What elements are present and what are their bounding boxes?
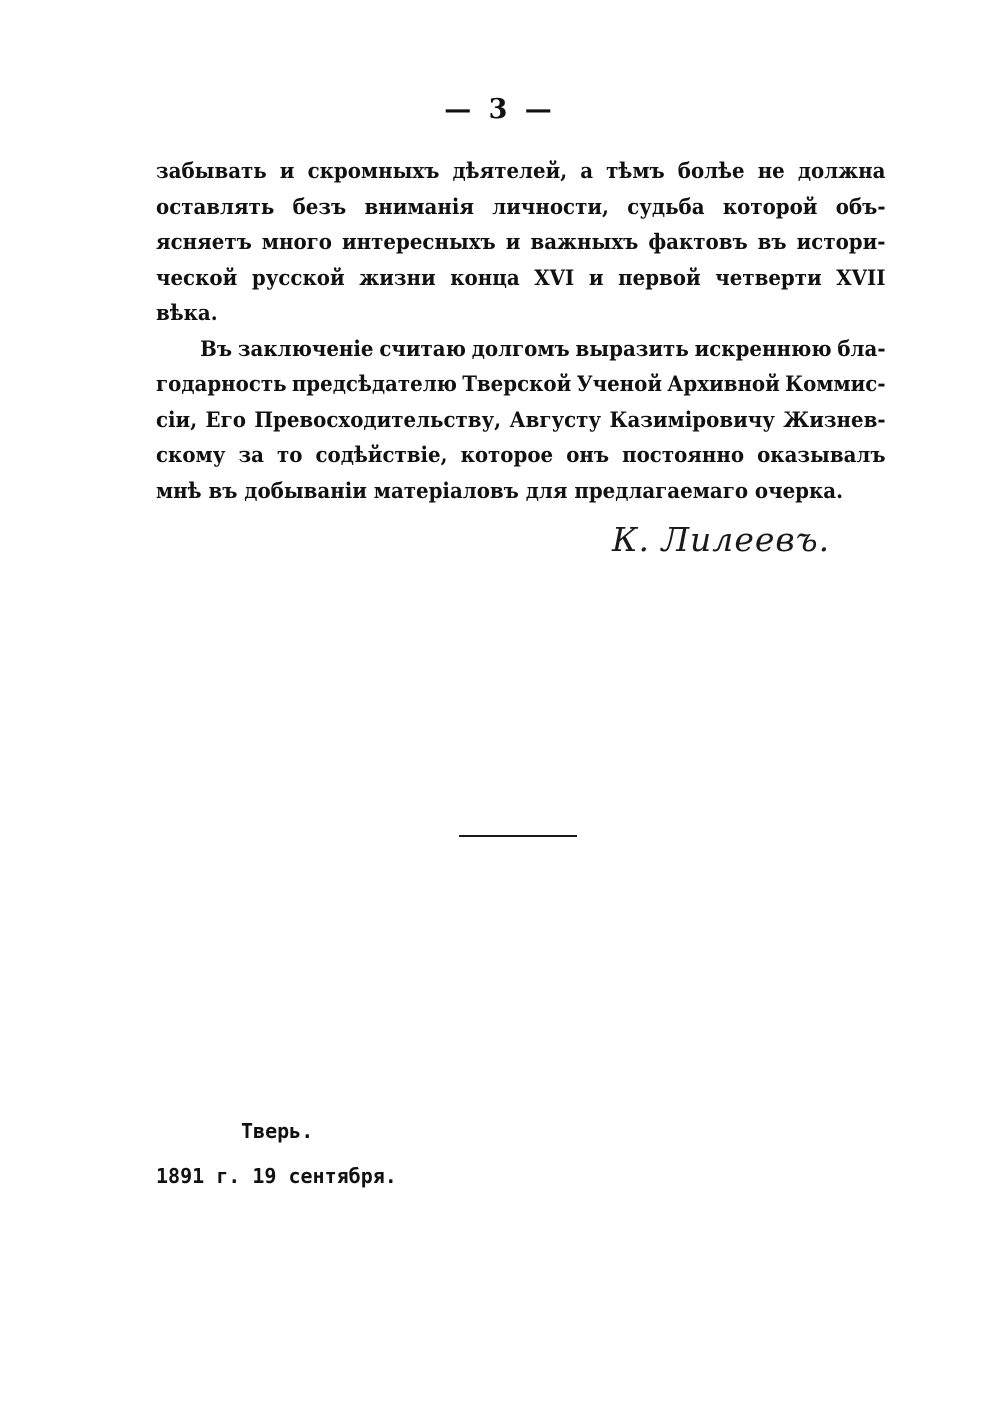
word: объ- <box>835 194 886 220</box>
word: Жизнев- <box>783 407 886 433</box>
word: онъ <box>566 443 610 468</box>
word: считаю <box>379 336 466 362</box>
word: фактовъ <box>648 230 748 255</box>
word: искреннюю <box>694 336 832 362</box>
text-line <box>156 438 886 474</box>
word: вниманія <box>364 194 474 220</box>
text-line <box>156 154 886 190</box>
page-number: — 3 — <box>444 94 556 125</box>
word: предсѣдателю <box>291 372 457 397</box>
word: личности, <box>492 194 609 220</box>
word: выразить <box>575 336 689 362</box>
word: Коммис- <box>785 372 886 397</box>
word: Казиміровичу <box>609 407 775 433</box>
word: а <box>580 159 594 184</box>
text-line <box>156 261 886 297</box>
word: которое <box>460 443 554 468</box>
word: русской <box>251 265 345 291</box>
word: интересныхъ <box>342 230 496 255</box>
word: дѣятелей, <box>452 159 568 184</box>
word: скромныхъ <box>307 159 440 184</box>
word: Превосходительству, <box>254 407 502 433</box>
word: безъ <box>292 194 347 220</box>
word: тѣмъ <box>606 159 665 184</box>
word: то <box>276 443 303 468</box>
word: долгомъ <box>471 336 570 362</box>
word: болѣе <box>677 159 745 184</box>
section-divider <box>459 835 577 837</box>
word: Августу <box>509 407 602 433</box>
body-text <box>156 154 886 509</box>
word: много <box>261 230 332 255</box>
word: Тверской <box>462 372 572 397</box>
text-line: вѣка. <box>156 301 218 326</box>
word: оказывалъ <box>757 443 886 468</box>
word: Его <box>205 407 246 433</box>
word: заключеніе <box>237 336 374 362</box>
word: ясняетъ <box>156 230 252 255</box>
word: не <box>757 159 785 184</box>
word: конца <box>450 265 520 291</box>
word: годарность <box>156 372 287 397</box>
word: оставлять <box>156 194 275 220</box>
word: Архивной <box>667 372 780 397</box>
date-of-writing: 1891 г. 19 сентября. <box>156 1164 397 1188</box>
word: содѣйствіе, <box>315 443 448 468</box>
word: въ <box>757 230 787 255</box>
word: сіи, <box>156 407 198 433</box>
word: ческой <box>156 265 238 291</box>
text-line <box>156 190 886 226</box>
word: судьба <box>627 194 705 220</box>
place-of-writing: Тверь. <box>241 1119 314 1143</box>
word: бла- <box>837 336 886 362</box>
word: и <box>588 265 604 291</box>
word: скому <box>156 443 226 468</box>
word: забывать <box>156 159 267 184</box>
text-line <box>156 225 886 261</box>
word: за <box>238 443 264 468</box>
author-signature: К. Лилеевъ. <box>612 520 831 559</box>
word: XVII <box>836 265 886 291</box>
paragraph-1 <box>156 154 886 332</box>
word: первой <box>618 265 701 291</box>
text-line: мнѣ въ добываніи матеріаловъ для предлагаемаго очерка. <box>156 478 843 504</box>
text-line <box>156 332 886 368</box>
word: важныхъ <box>530 230 639 255</box>
word: Ученой <box>576 372 663 397</box>
word: XVI <box>534 265 575 291</box>
word: и <box>279 159 295 184</box>
text-line <box>156 403 886 439</box>
word: Въ <box>200 336 233 362</box>
word: должна <box>797 159 886 184</box>
word: четверти <box>715 265 822 291</box>
word: истори- <box>796 230 886 255</box>
word: которой <box>722 194 818 220</box>
word: постоянно <box>622 443 745 468</box>
text-line <box>156 367 886 403</box>
word: и <box>505 230 521 255</box>
paragraph-2 <box>156 332 886 510</box>
word: жизни <box>359 265 436 291</box>
